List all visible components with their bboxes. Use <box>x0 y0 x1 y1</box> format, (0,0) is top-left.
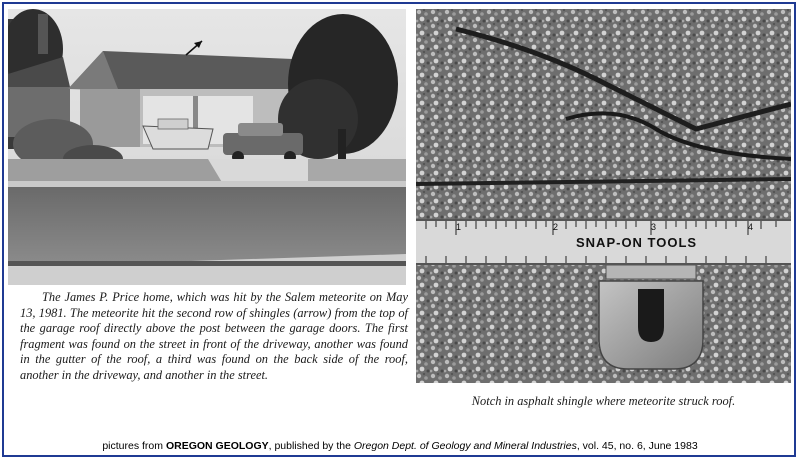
credit-suffix: , vol. 45, no. 6, June 1983 <box>576 440 698 452</box>
credit-middle: , published by the <box>268 440 354 452</box>
house-photo <box>8 9 406 285</box>
house-caption: The James P. Price home, which was hit by the Salem meteorite on May 13, 1981. The meteorite hit the second row of shingles (arrow) from the top of the garage roof directly above the post between the garage doors. The first fragment was found on the street in front of the driveway, another was found in the gutter of the roof, a third was found on the back side of the roof, another in the driveway, and another in the street. <box>20 290 408 382</box>
ruler-inch-4: 4 <box>748 222 754 232</box>
ruler-inch-1: 1 <box>456 222 462 232</box>
shingle-caption: Notch in asphalt shingle where meteorite struck roof. <box>471 394 736 408</box>
source-credit <box>0 440 800 452</box>
house-photo-image <box>8 9 406 285</box>
ruler-inch-3: 3 <box>651 222 657 232</box>
credit-prefix: pictures from <box>102 440 166 452</box>
shingle-photo-image <box>416 9 791 383</box>
credit-journal: OREGON GEOLOGY <box>165 440 269 452</box>
ruler-inch-2: 2 <box>553 222 559 232</box>
shingle-photo <box>416 9 791 383</box>
credit-publisher: Oregon Dept. of Geology and Mineral Industries <box>353 440 577 452</box>
ruler-brand-label: SNAP-ON TOOLS <box>576 235 698 250</box>
